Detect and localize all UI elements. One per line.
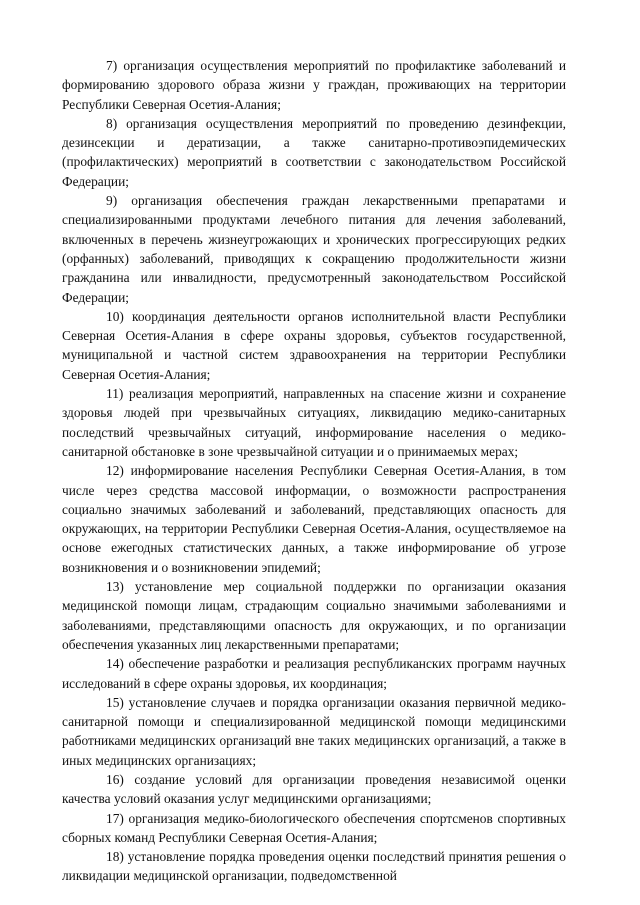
list-item-15: 15) установление случаев и порядка организации оказания первичной медико-санитарной помощи и специализированной медицинской помощи медицинскими работниками медицинских организаций вне таких медицинских организаций, а также в иных медицинских организациях; bbox=[62, 694, 566, 768]
list-item-13: 13) установление мер социальной поддержки по организации оказания медицинской помощи лицам, страдающим социально значимыми заболеваниями и заболеваниями, представляющими опасность для окружающих, и по организации обеспечения указанных лиц лекарственными препаратами; bbox=[62, 579, 566, 652]
list-item-9: 9) организация обеспечения граждан лекарственными препаратами и специализированными продуктами лечебного питания для лечения заболеваний, включенных в перечень жизнеугрожающих и хронических прогрессирующих редких (орфанных) заболеваний, приводящих к сокращению продолжительности жизни гражданина или инвалидности, предусмотренный законодательством Российской Федерации; bbox=[62, 193, 566, 305]
list-item-17: 17) организация медико-биологического обеспечения спортсменов спортивных сборных команд Республики Северная Осетия-Алания; bbox=[62, 810, 566, 845]
list-item-11: 11) реализация мероприятий, направленных на спасение жизни и сохранение здоровья людей при чрезвычайных ситуациях, ликвидацию медико-санитарных последствий чрезвычайных ситуаций, информирование населения о медико-санитарной обстановке в зоне чрезвычайной ситуации и о принимаемых мерах; bbox=[62, 386, 566, 459]
list-item-14: 14) обеспечение разработки и реализация республиканских программ научных исследований в сфере охраны здоровья, их координация; bbox=[62, 656, 566, 691]
list-item-8: 8) организация осуществления мероприятий по проведению дезинфекции, дезинсекции и дератизации, а также санитарно-противоэпидемических (профилактических) мероприятий в соответствии с законодательством Российской Федерации; bbox=[62, 115, 566, 189]
list-item-12: 12) информирование населения Республики Северная Осетия-Алания, в том числе через средства массовой информации, о возможности распространения социально значимых заболеваний и заболеваний, представляющих опасность для окружающих, на территории Республики Северная Осетия-Алания, осуществляемое на основе ежегодных статистических данных, а также информирование об угрозе возникновения и о возникновении эпидемий; bbox=[62, 463, 566, 575]
list-item-7: 7) организация осуществления мероприятий по профилактике заболеваний и формированию здорового образа жизни у граждан, проживающих на территории Республики Северная Осетия-Алания; bbox=[62, 58, 566, 112]
list-item-10: 10) координация деятельности органов исполнительной власти Республики Северная Осетия-Алания в сфере охраны здоровья, субъектов государственной, муниципальной и частной систем здравоохранения на территории Республики Северная Осетия-Алания; bbox=[62, 308, 566, 382]
list-item-16: 16) создание условий для организации проведения независимой оценки качества условий оказания услуг медицинскими организациями; bbox=[62, 771, 566, 807]
list-item-18: 18) установление порядка проведения оценки последствий принятия решения о ликвидации медицинской организации, подведомственной bbox=[62, 849, 566, 884]
document-body bbox=[62, 56, 566, 886]
